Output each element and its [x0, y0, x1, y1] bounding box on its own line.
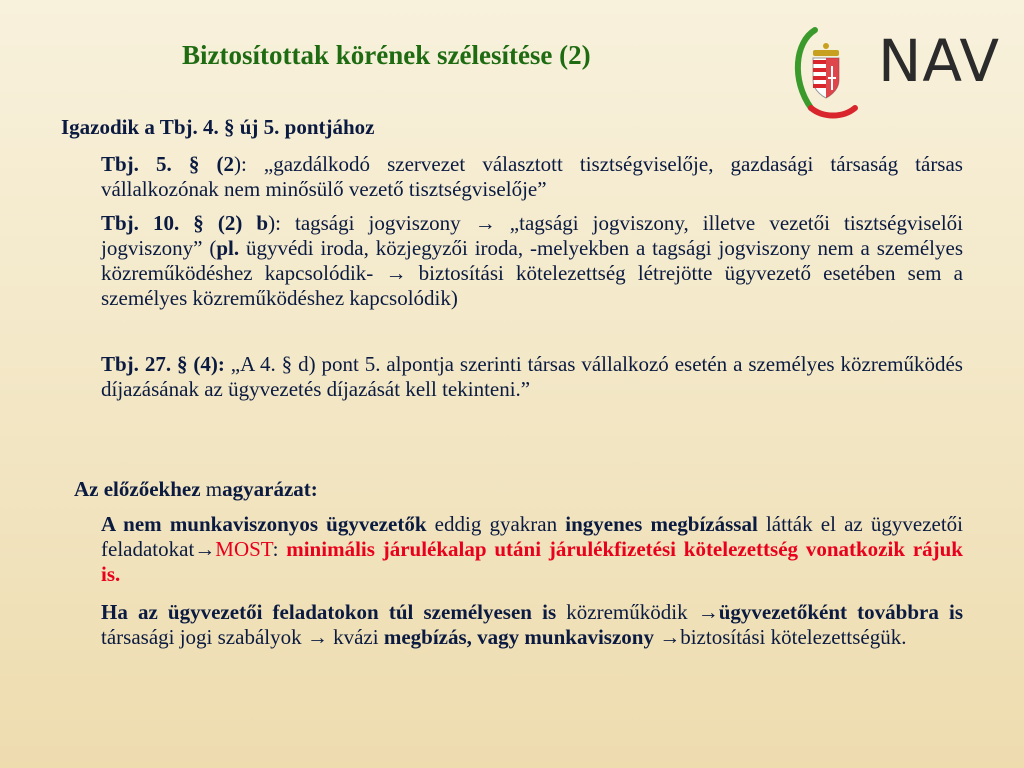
paragraph-tbj-5 — [101, 152, 963, 202]
hungarian-coat-of-arms-icon — [798, 30, 855, 116]
highlight-obligation: minimális járulékalap utáni járulékfizetési kötelezettség vonatkozik rájuk is. — [101, 537, 963, 586]
paragraph-text: eddig gyakran — [426, 512, 566, 536]
heading-part: agyarázat: — [222, 477, 318, 501]
slide-title: Biztosítottak körének szélesítése (2) — [182, 40, 591, 70]
paragraph-text: ügyvédi iroda, közjegyzői iroda, -melyekben a tagsági jogviszony nem a személyes közreműködéshez kapcsolódik- → biztosítási kötelezettség létrejötte ügyvezető esetében sem a személyes közreműködéshez kapcsolódik) — [101, 236, 963, 310]
paragraph-text: →biztosítási kötelezettségük. — [653, 625, 907, 649]
paragraph-text: ): tagsági jogviszony → „tagsági jogviszony, illetve vezetői tisztségviselői jogviszony” ( — [101, 211, 963, 260]
section-heading-2 — [74, 477, 318, 502]
example-abbrev: pl. — [216, 236, 240, 260]
nav-logo-text: NAV — [878, 27, 1001, 95]
paragraph-explanation-1 — [101, 512, 963, 587]
heading-part: m — [200, 477, 223, 501]
emphasis: Ha az ügyvezetői feladatokon túl személyesen is — [101, 600, 557, 624]
paragraph-explanation-2 — [101, 600, 963, 650]
paragraph-text: „A 4. § d) pont 5. alpontja szerinti társas vállalkozó esetén a személyes közreműködés díjazásának az ügyvezetés díjazását kell tekinteni.” — [101, 352, 963, 401]
legal-reference: Tbj. 10. § (2) b — [101, 211, 269, 235]
emphasis: A nem munkaviszonyos ügyvezetők — [101, 512, 427, 536]
paragraph-text: ): „gazdálkodó szervezet választott tisztségviselője, gazdasági társaság társas vállalkozónak nem minősülő vezető tisztségviselője” — [101, 152, 963, 201]
emphasis: ügyvezetőként továbbra is — [718, 600, 963, 624]
paragraph-text: látták el az ügyvezetői feladatokat→ — [101, 512, 964, 561]
legal-reference: Tbj. 27. § (4): — [101, 352, 225, 376]
paragraph-text: közreműködik → — [556, 600, 719, 624]
emphasis: megbízás, vagy munkaviszony — [383, 625, 654, 649]
paragraph-tbj-27 — [101, 352, 963, 402]
paragraph-text: : — [272, 537, 287, 561]
section-heading-1: Igazodik a Tbj. 4. § új 5. pontjához — [61, 115, 375, 139]
highlight-now: MOST — [215, 537, 273, 561]
emphasis: ingyenes megbízással — [565, 512, 758, 536]
legal-reference: Tbj. 5. § (2 — [101, 152, 234, 176]
heading-part: Az előzőekhez — [74, 477, 201, 501]
paragraph-tbj-10 — [101, 211, 963, 311]
paragraph-text: társasági jogi szabályok → kvázi — [101, 625, 384, 649]
